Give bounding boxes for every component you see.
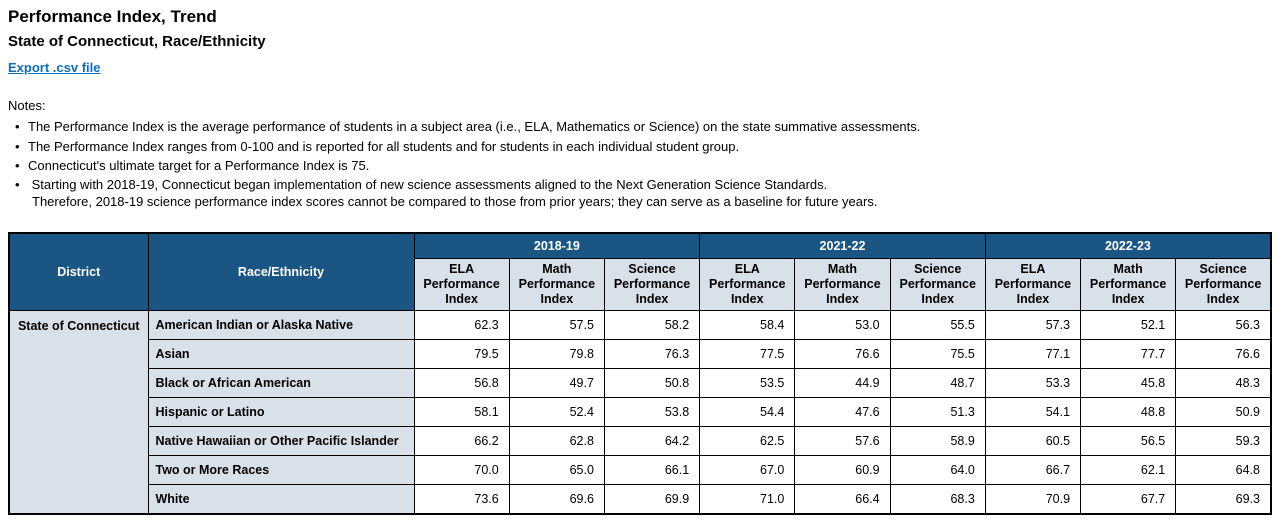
score-cell: 70.9 [985, 485, 1080, 514]
score-cell: 67.0 [700, 456, 795, 485]
score-cell: 70.0 [414, 456, 509, 485]
subject-header: ELA Performance Index [700, 259, 795, 311]
race-column-header: Race/Ethnicity [148, 233, 414, 311]
score-cell: 56.3 [1176, 311, 1271, 340]
score-cell: 62.5 [700, 427, 795, 456]
score-cell: 53.5 [700, 369, 795, 398]
score-cell: 49.7 [509, 369, 604, 398]
race-cell: Native Hawaiian or Other Pacific Islander [148, 427, 414, 456]
subject-header: ELA Performance Index [414, 259, 509, 311]
race-cell: White [148, 485, 414, 514]
export-csv-link[interactable]: Export .csv file [8, 60, 101, 75]
table-row [9, 398, 1271, 427]
subject-header: Math Performance Index [1081, 259, 1176, 311]
score-cell: 77.5 [700, 340, 795, 369]
page-title: Performance Index, Trend [8, 7, 217, 26]
score-cell: 59.3 [1176, 427, 1271, 456]
score-cell: 56.5 [1081, 427, 1176, 456]
score-cell: 56.8 [414, 369, 509, 398]
score-cell: 71.0 [700, 485, 795, 514]
score-cell: 62.1 [1081, 456, 1176, 485]
year-group-header: 2022-23 [985, 233, 1271, 259]
subject-header: Science Performance Index [890, 259, 985, 311]
note-text: Connecticut's ultimate target for a Performance Index is 75. [28, 157, 370, 173]
page-subtitle: State of Connecticut, Race/Ethnicity [8, 33, 266, 50]
subject-header: Science Performance Index [604, 259, 699, 311]
score-cell: 57.5 [509, 311, 604, 340]
score-cell: 52.1 [1081, 311, 1176, 340]
score-cell: 50.8 [604, 369, 699, 398]
score-cell: 77.1 [985, 340, 1080, 369]
score-cell: 54.1 [985, 398, 1080, 427]
subject-header: ELA Performance Index [985, 259, 1080, 311]
score-cell: 48.8 [1081, 398, 1176, 427]
score-cell: 44.9 [795, 369, 890, 398]
district-column-header: District [9, 233, 148, 311]
score-cell: 76.3 [604, 340, 699, 369]
score-cell: 48.7 [890, 369, 985, 398]
score-cell: 66.4 [795, 485, 890, 514]
score-cell: 48.3 [1176, 369, 1271, 398]
table-row [9, 456, 1271, 485]
score-cell: 47.6 [795, 398, 890, 427]
score-cell: 64.2 [604, 427, 699, 456]
score-cell: 58.1 [414, 398, 509, 427]
score-cell: 79.8 [509, 340, 604, 369]
score-cell: 67.7 [1081, 485, 1176, 514]
score-cell: 77.7 [1081, 340, 1176, 369]
score-cell: 60.5 [985, 427, 1080, 456]
note-continuation: Therefore, 2018-19 science performance index scores cannot be compared to those from prior years; they can serve as a baseline for future years. [32, 194, 878, 210]
subject-header: Science Performance Index [1176, 259, 1271, 311]
score-cell: 69.6 [509, 485, 604, 514]
score-cell: 69.3 [1176, 485, 1271, 514]
score-cell: 53.0 [795, 311, 890, 340]
note-item [15, 119, 1272, 135]
score-cell: 66.1 [604, 456, 699, 485]
score-cell: 62.3 [414, 311, 509, 340]
score-cell: 58.4 [700, 311, 795, 340]
race-cell: Black or African American [148, 369, 414, 398]
year-header-row [9, 233, 1271, 259]
race-cell: Hispanic or Latino [148, 398, 414, 427]
score-cell: 64.8 [1176, 456, 1271, 485]
table-row [9, 485, 1271, 514]
score-cell: 58.2 [604, 311, 699, 340]
race-cell: Asian [148, 340, 414, 369]
table-row [9, 369, 1271, 398]
table-row [9, 311, 1271, 340]
score-cell: 76.6 [1176, 340, 1271, 369]
year-group-header: 2021-22 [700, 233, 986, 259]
score-cell: 69.9 [604, 485, 699, 514]
note-item [15, 177, 1272, 211]
score-cell: 50.9 [1176, 398, 1271, 427]
score-cell: 64.0 [890, 456, 985, 485]
notes-list [8, 119, 1272, 210]
performance-table [8, 232, 1272, 515]
score-cell: 65.0 [509, 456, 604, 485]
table-row [9, 427, 1271, 456]
note-text: Starting with 2018-19, Connecticut began implementation of new science assessments aligned to the Next Generation Science Standards. [31, 177, 828, 192]
score-cell: 57.3 [985, 311, 1080, 340]
subject-header: Math Performance Index [795, 259, 890, 311]
score-cell: 68.3 [890, 485, 985, 514]
race-cell: American Indian or Alaska Native [148, 311, 414, 340]
score-cell: 76.6 [795, 340, 890, 369]
table-row [9, 340, 1271, 369]
score-cell: 55.5 [890, 311, 985, 340]
note-text: The Performance Index is the average performance of students in a subject area (i.e., ELA, Mathematics or Science) on the state summative assessments. [28, 119, 921, 135]
score-cell: 60.9 [795, 456, 890, 485]
score-cell: 73.6 [414, 485, 509, 514]
score-cell: 54.4 [700, 398, 795, 427]
score-cell: 52.4 [509, 398, 604, 427]
score-cell: 51.3 [890, 398, 985, 427]
district-cell: State of Connecticut [9, 311, 148, 514]
score-cell: 75.5 [890, 340, 985, 369]
subject-header: Math Performance Index [509, 259, 604, 311]
score-cell: 53.8 [604, 398, 699, 427]
score-cell: 58.9 [890, 427, 985, 456]
note-item [15, 158, 1272, 174]
score-cell: 79.5 [414, 340, 509, 369]
score-cell: 45.8 [1081, 369, 1176, 398]
score-cell: 66.2 [414, 427, 509, 456]
score-cell: 57.6 [795, 427, 890, 456]
year-group-header: 2018-19 [414, 233, 700, 259]
race-cell: Two or More Races [148, 456, 414, 485]
notes-section [8, 98, 1272, 211]
score-cell: 66.7 [985, 456, 1080, 485]
note-text: The Performance Index ranges from 0-100 and is reported for all students and for students in each individual student group. [28, 138, 740, 154]
score-cell: 53.3 [985, 369, 1080, 398]
note-item [15, 139, 1272, 155]
score-cell: 62.8 [509, 427, 604, 456]
notes-label: Notes: [8, 98, 46, 113]
